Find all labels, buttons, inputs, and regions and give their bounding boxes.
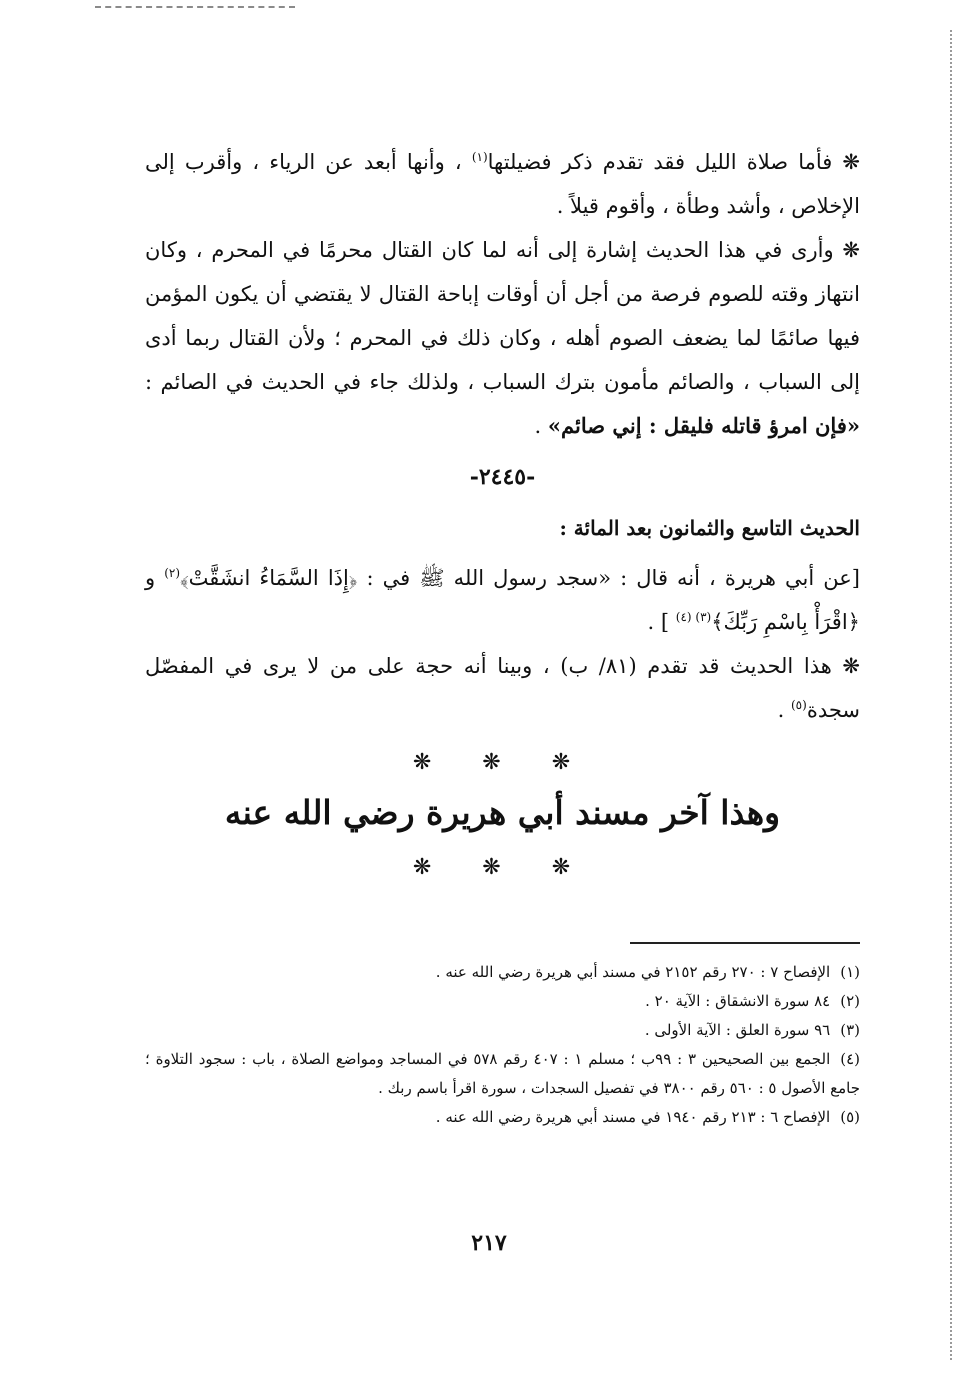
footnote-index: (٥) [840,1108,860,1126]
hadith-heading: الحديث التاسع والثمانون بعد المائة : [559,516,860,540]
footnote-item [145,1103,860,1132]
main-text [145,140,860,880]
p1-rest: ، وأنها أبعد عن الرياء ، وأقرب إلى الإخلاص ، وأشد وطأة ، وأقوم قيلاً . [145,150,860,218]
footnote-index: (٤) [840,1050,861,1068]
page-number: ٢١٧ [471,1230,507,1256]
footnotes [145,942,860,1132]
footnote-ref-5: (٥) [790,698,807,712]
scan-top-marks [95,6,295,8]
footnote-rule [630,942,860,944]
hadith-text-b: و ﴿اقْرَأْ بِاسْمِ رَبِّكَ﴾ [145,566,860,634]
hadith-text [145,556,860,644]
hadith-number: -٢٤٤٥- [469,464,536,490]
paragraph-night-prayer [145,140,860,228]
footnote-ref-3-4: (٣) (٤) [675,610,712,624]
p1-text: ❋ فأما صلاة الليل فقد تقدم ذكر فضيلتها [487,150,861,174]
footnote-text: الجمع بين الصحيحين ٣ : ٩٩ب ؛ مسلم ١ : ٤٠٧ رقم ٥٧٨ في المساجد ومواضع الصلاة ، باب : سجود التلاوة ؛ جامع الأصول ٥ : ٥٦٠ رقم ٣٨٠٠ في تفصيل السجدات ، سورة اقرأ باسم ربك . [145,1050,860,1097]
comment-a: ❋ هذا الحديث قد تقدم (٨١/ ب) ، وبينا أنه حجة على من لا يرى في المفصّل سجدة [145,654,860,722]
scan-edge-dots [950,30,952,1360]
footnote-index: (١) [840,963,860,981]
footnote-item [145,1016,860,1045]
footnote-item [145,987,860,1016]
footnote-text: ٩٦ سورة العلق : الآية الأولى . [644,1021,831,1039]
stars-divider-bottom: ❋ ❋ ❋ [412,855,593,880]
paragraph-muharram [145,228,860,448]
hadith-comment [145,644,860,732]
comment-b: . [777,698,791,722]
footnote-text: ٨٤ سورة الانشقاق : الآية ٢٠ . [645,992,831,1010]
footnote-text: الإفصاح ٦ : ٢١٣ رقم ١٩٤٠ في مسند أبي هريرة رضي الله عنه . [435,1108,831,1126]
footnote-ref-2: (٢) [164,566,181,580]
hadith-text-c: ] . [647,610,676,634]
stars-divider-top: ❋ ❋ ❋ [412,750,593,775]
closing-title: وهذا آخر مسند أبي هريرة رضي الله عنه [224,793,781,832]
hadith-text-a: [عن أبي هريرة ، أنه قال : «سجد رسول الله ﷺ في : ﴿إِذَا السَّمَاءُ انشَقَّتْ﴾ [180,566,860,590]
p2-quote: «فإن امرؤ قاتله فليقل : إني صائم» [547,413,860,438]
footnote-ref-1: (١) [471,150,488,164]
footnote-item [145,1045,860,1103]
footnote-item [145,958,860,987]
p2-text: ❋ وأرى في هذا الحديث إشارة إلى أنه لما كان القتال محرمًا في المحرم ، وكان انتهاز وقته للصوم فرصة من أجل أن أوقات إباحة القتال لا يقتضي أن يكون المؤمن فيها صائمًا لما يضعف الصوم أهله ، وكان ذلك في المحرم ؛ ولأن القتال ربما أدى إلى السباب ، والصائم مأمون بترك السباب ، ولذلك جاء في الحديث في الصائم : [145,238,860,394]
p2-end: . [534,414,548,438]
footnote-index: (٢) [840,992,860,1010]
footnote-index: (٣) [840,1021,860,1039]
footnote-text: الإفصاح ٧ : ٢٧٠ رقم ٢١٥٢ في مسند أبي هريرة رضي الله عنه . [435,963,831,981]
